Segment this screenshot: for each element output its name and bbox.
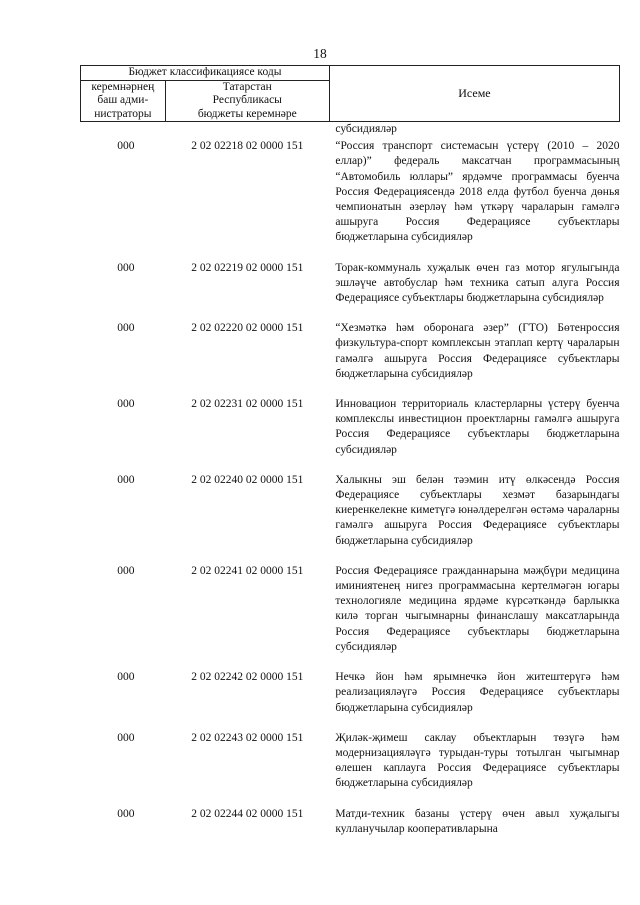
table-row-continued — [81, 122, 620, 140]
header-name: Исеме — [329, 66, 619, 122]
table-row — [81, 564, 620, 670]
table-row — [81, 473, 620, 564]
header-admin-line: нистраторы — [94, 107, 152, 120]
header-budget-code — [165, 80, 329, 122]
budget-code: 2 02 02241 02 0000 151 — [191, 564, 304, 577]
revenue-name: “Хезмәткә һәм оборонага әзер” (ГТО) Бөтенроссия физкультура-спорт комплексын этаплап кертү чараларын гамәлгә ашыруга Россия Федерациясе субъектлары бюджетларына субсидияләр — [335, 322, 620, 380]
table-row — [81, 670, 620, 731]
admin-code: 000 — [117, 322, 135, 335]
continued-text: субсидияләр — [335, 123, 397, 135]
table-row — [81, 397, 620, 473]
admin-code: 000 — [117, 731, 135, 744]
admin-code: 000 — [117, 473, 135, 486]
revenue-name: Инновацион территориаль кластерларны үстерү буенча комплекслы инвестицион проектларны гамәлгә ашыруга Россия Федерациясе субъектлары бюджетларына субсидияләр — [335, 398, 620, 456]
budget-code: 2 02 02243 02 0000 151 — [191, 731, 304, 744]
revenue-name: “Россия транспорт системасын үстерү (2010 – 2020 еллар)” федераль максатчан программасының “Автомобиль юллары” ярдәмче программасы буенча Россия Федерациясендә 2018 елда футбол буенча дөнья чемпионатын әзерләү һәм үткәрү чараларын гамәлгә ашыруга Россия Федерациясе субъектлары бюджетларына субсидияләр — [335, 140, 620, 244]
budget-code: 2 02 02220 02 0000 151 — [191, 322, 304, 335]
table-row — [81, 139, 620, 260]
header-admin-line: керемнәрнең — [91, 80, 155, 93]
table-row — [81, 321, 620, 397]
revenue-name: Җиләк-җимеш саклау объектларын төзүгә һәм модернизацияләүгә турыдан-туры тотылган чыгымнар өлешен каплауга Россия Федерациясе субъектлары бюджетларына субсидияләр — [335, 731, 620, 790]
header-group-title: Бюджет классификациясе коды — [81, 66, 330, 81]
revenue-name: Халыкны эш белән тәэмин итү өлкәсендә Россия Федерациясе субъектлары хезмәт базарындагы киеренкелекне киметүгә юнәлдерелгән өстәмә чараларны гамәлгә ашыруга Россия Федерациясе субъектлары бюджетларына субсидияләр — [335, 473, 620, 547]
admin-code: 000 — [117, 140, 135, 153]
revenue-name: Нечкә йон һәм ярымнечкә йон житештерүгә һәм реализацияләүгә Россия Федерациясе субъектлары бюджетларына субсидияләр — [335, 671, 620, 714]
budget-code: 2 02 02219 02 0000 151 — [191, 261, 304, 274]
budget-code: 2 02 02244 02 0000 151 — [191, 807, 304, 820]
budget-code: 2 02 02242 02 0000 151 — [191, 671, 304, 684]
header-budget-line: Татарстан — [222, 80, 272, 93]
revenue-name: Матди-техник базаны үстерү өчен авыл хуҗалыгы кулланучылар кооперативларына — [335, 807, 620, 835]
revenue-name: Торак-коммуналь хуҗалык өчен газ мотор ягулыгында эшләүче автобуслар һәм техника сатып алуга Россия Федерациясе субъектлары бюджетларына субсидияләр — [335, 261, 620, 305]
admin-code: 000 — [117, 564, 135, 577]
header-admin-line: баш адми- — [97, 94, 149, 106]
budget-classification-table — [80, 65, 620, 852]
budget-code: 2 02 02240 02 0000 151 — [191, 473, 304, 486]
admin-code: 000 — [117, 261, 135, 274]
budget-code: 2 02 02231 02 0000 151 — [191, 398, 304, 411]
revenue-name: Россия Федерациясе гражданнарына мәҗбүри медицина иминиятенең нигез программасына кертелмәгән югары технологияле медицина ярдәме күрсәткәндә барлыкка килә торган чыгымнарны финанслашу максатларында Россия Федерациясе субъектлары бюджетларына субсидияләр — [335, 564, 620, 653]
table-row — [81, 261, 620, 322]
budget-code: 2 02 02218 02 0000 151 — [191, 140, 304, 153]
admin-code: 000 — [117, 671, 135, 684]
header-budget-line: Республикасы — [212, 94, 282, 106]
admin-code: 000 — [117, 807, 135, 820]
page-number: 18 — [313, 46, 327, 61]
header-admin-code — [81, 80, 166, 122]
table-header-row-1 — [81, 66, 620, 81]
table-row — [81, 807, 620, 852]
admin-code: 000 — [117, 398, 135, 411]
table-row — [81, 731, 620, 807]
header-budget-line: бюджеты керемнәре — [197, 107, 297, 120]
